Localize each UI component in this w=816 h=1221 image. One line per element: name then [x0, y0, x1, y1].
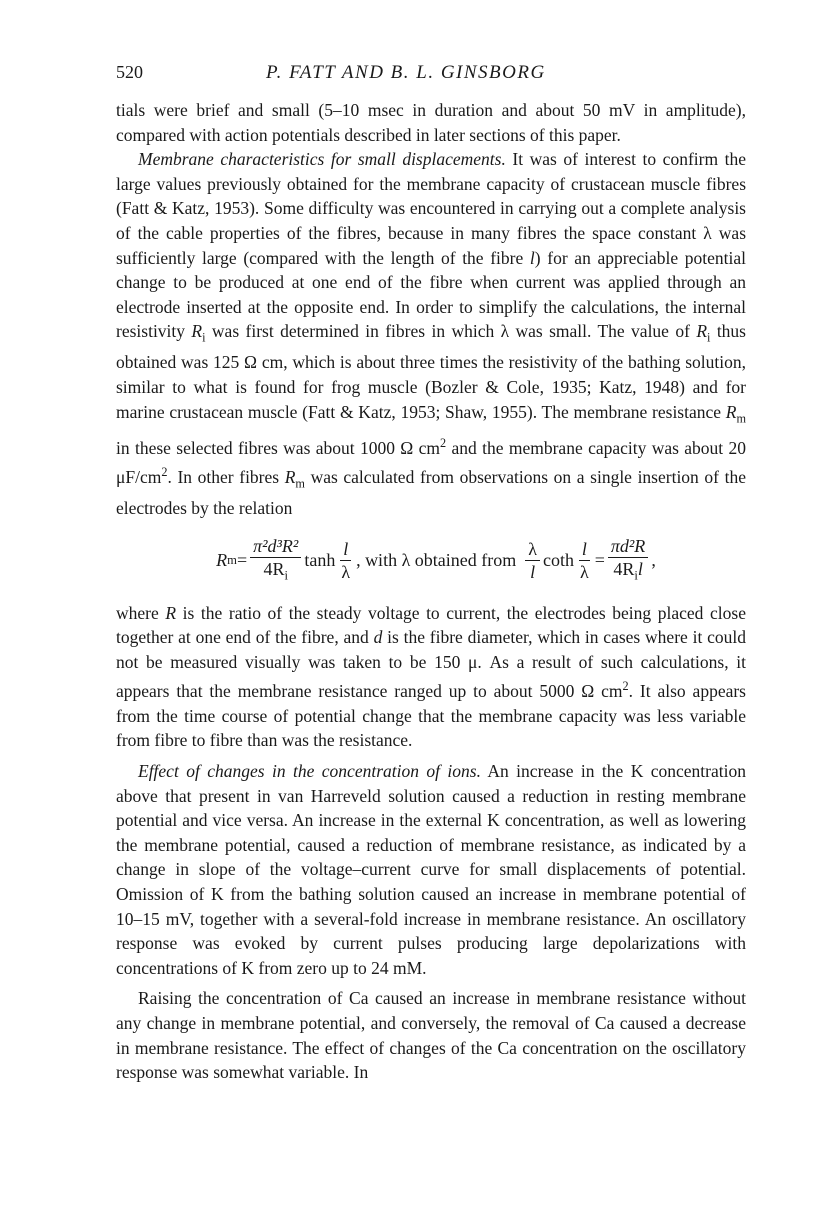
- paragraph-membrane-characteristics: Membrane characteristics for small displacements. It was of interest to confirm the large values previously obtained for the membrane capacity of crustacean muscle fibres (Fatt & Katz, 1953). Some difficulty was encountered in carrying out a complete analysis of the cable properties of the fibres, because in many fibres the space constant λ was sufficiently large (compared with the length of the fibre l) for an appreciable potential change to be produced at one end of the fibre when current was applied through an electrode inserted at the opposite end. In order to simplify the calculations, the internal resistivity $R_i$ was first determined in fibres in which λ was small. The value of $R_i$ thus obtained was 125 Ω cm, which is about three times the resistivity of the bathing solution, similar to what is found for frog muscle (Bozler & Cole, 1935; Katz, 1948) and for marine crustacean muscle (Fatt & Katz, 1953; Shaw, 1955). The membrane resistance $R_m$ in these selected fibres was about 1000 Ω $cm^2$ and the membrane capacity was about 20 $\mu F/cm^2$. In other fibres $R_m$ was calculated from observations on a single insertion of the electrodes by the relation: [116, 149, 747, 519]
- paragraph-equation-explanation: where R is the ratio of the steady voltage to current, the electrodes being placed close together at one end of the fibre, and d is the fibre diameter, which in cases where it could not be measured visually was taken to be 150 μ. As a result of such calculations, it appears that the membrane resistance ranged up to about 5000 Ω $cm^2$. It also appears from the time course of potential change that the membrane capacity was less variable from fibre to fibre than was the resistance.: [116, 602, 746, 751]
- fraction-3: $\frac{\lambda}{l}$: [525, 539, 540, 582]
- paragraph-calcium: Raising the concentration of Ca caused an increase in membrane resistance without any change in membrane potential, and conversely, the removal of Ca caused a decrease in membrane resistance. The effect of changes of the Ca concentration on the oscillatory response was somewhat variable. In: [116, 988, 746, 1083]
- page-number: 520: [116, 62, 143, 82]
- section-heading-membrane: Membrane characteristics for small displacements.: [138, 149, 506, 170]
- article-body: [116, 98, 746, 1085]
- paragraph-continuation: tials were brief and small (5–10 msec in duration and about 50 mV in amplitude), compared with action potentials described in later sections of this paper.: [116, 100, 746, 145]
- running-header: [116, 62, 746, 98]
- running-title: P. FATT AND B. L. GINSBORG: [266, 62, 546, 83]
- section-heading-ions: Effect of changes in the concentration of ions.: [138, 761, 481, 782]
- fraction-1: $\frac{\text{π²d³R²}}{4R_i}$: [250, 536, 301, 586]
- fraction-4: $\frac{l}{\lambda}$: [580, 539, 589, 583]
- equation-membrane-resistance: R m = $\frac{\text{π²d³R²}}{4R_i}$ tanh $\frac{l}{\lambda}$ , with λ obtained from $\frac{\lambda}{l}$ coth $\frac{l}{\lambda}$ = $\frac{\text{πd²R}}{4R_il}$ ,: [126, 521, 746, 601]
- fraction-5: $\frac{\text{πd²R}}{4R_il}$: [608, 536, 648, 586]
- journal-page: [116, 62, 746, 1085]
- fraction-2: $\frac{l}{\lambda}$: [341, 539, 351, 583]
- paragraph-ion-concentration: Effect of changes in the concentration of ions. An increase in the K concentration above that present in van Harreveld solution caused a reduction in resting membrane potential and vice versa. An increase in the external K concentration, as well as lowering the membrane potential, caused a reduction of membrane resistance, as indicated by a change in slope of the voltage–current curve for small displacements of potential. Omission of K from the bathing solution caused an increase in membrane potential of 10–15 mV, together with a several-fold increase in membrane resistance. An oscillatory response was evoked by current pulses producing large depolarizations with concentrations of K from zero up to 24 mM.: [116, 761, 746, 978]
